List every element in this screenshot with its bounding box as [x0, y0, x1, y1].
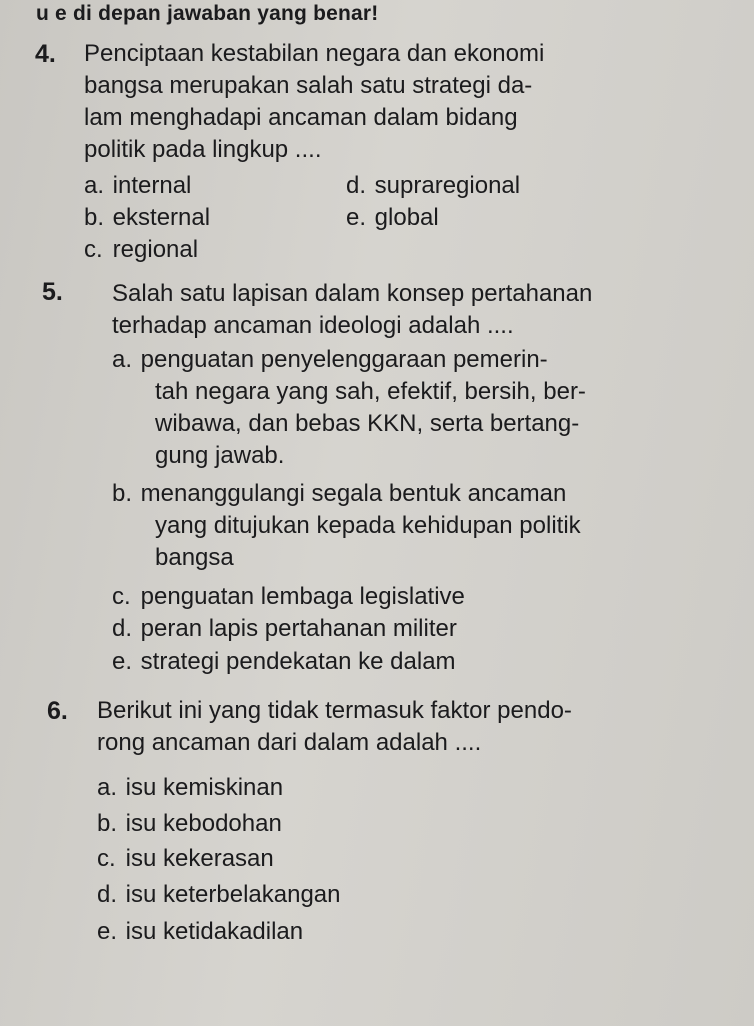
- option-letter: b.: [97, 810, 118, 837]
- stem-line: lam menghadapi ancaman dalam bidang: [84, 104, 518, 131]
- option-text-line: wibawa, dan bebas KKN, serta bertang-: [155, 410, 580, 437]
- option-letter: e.: [97, 918, 118, 945]
- option-text-line: menanggulangi segala bentuk ancaman: [140, 480, 567, 507]
- option-a[interactable]: [84, 170, 191, 202]
- option-letter: a.: [84, 172, 105, 199]
- option-text: isu kebodohan: [125, 810, 282, 837]
- option-c[interactable]: [97, 843, 274, 875]
- option-text: eksternal: [112, 204, 211, 231]
- instruction-header: u e di depan jawaban yang benar!: [36, 2, 379, 25]
- option-text-line: penguatan penyelenggaraan pemerin-: [140, 346, 548, 373]
- option-e[interactable]: [346, 202, 439, 234]
- stem-line: Berikut ini yang tidak termasuk faktor pendo-: [97, 697, 572, 724]
- option-letter: d.: [346, 172, 367, 199]
- stem-line: Salah satu lapisan dalam konsep pertahanan: [112, 280, 593, 307]
- option-d[interactable]: [112, 613, 457, 645]
- option-text: isu keterbelakangan: [125, 881, 341, 908]
- option-letter: a.: [112, 346, 133, 373]
- option-text: regional: [112, 236, 199, 263]
- option-letter: b.: [112, 480, 133, 507]
- stem-line: terhadap ancaman ideologi adalah ....: [112, 312, 514, 339]
- question-number: 6.: [47, 697, 68, 725]
- option-text-line: tah negara yang sah, efektif, bersih, ber-: [155, 378, 586, 405]
- option-text: global: [374, 204, 439, 231]
- option-c[interactable]: [112, 581, 465, 613]
- option-text: penguatan lembaga legislative: [140, 583, 465, 610]
- option-letter: b.: [84, 204, 105, 231]
- option-a[interactable]: [97, 772, 283, 804]
- option-letter: e.: [112, 648, 133, 675]
- option-a[interactable]: [112, 344, 586, 472]
- option-d[interactable]: [346, 170, 520, 202]
- question-stem: [84, 38, 544, 166]
- option-text: peran lapis pertahanan militer: [140, 615, 457, 642]
- option-text: internal: [112, 172, 192, 199]
- question-number: 5.: [42, 278, 63, 306]
- option-e[interactable]: [112, 646, 456, 678]
- option-b[interactable]: [84, 202, 210, 234]
- option-letter: c.: [97, 845, 116, 872]
- question-stem: [112, 278, 592, 342]
- stem-line: Penciptaan kestabilan negara dan ekonomi: [84, 40, 545, 67]
- option-text-line: gung jawab.: [155, 442, 285, 469]
- stem-line: rong ancaman dari dalam adalah ....: [97, 729, 482, 756]
- stem-line: politik pada lingkup ....: [84, 136, 322, 163]
- stem-line: bangsa merupakan salah satu strategi da-: [84, 72, 533, 99]
- question-number: 4.: [35, 40, 56, 68]
- option-e[interactable]: [97, 916, 303, 948]
- option-letter: d.: [112, 615, 133, 642]
- option-text: isu kemiskinan: [125, 774, 284, 801]
- option-letter: c.: [112, 583, 131, 610]
- option-text: isu kekerasan: [125, 845, 274, 872]
- option-text: supraregional: [374, 172, 521, 199]
- option-b[interactable]: [97, 808, 282, 840]
- question-stem: [97, 695, 572, 759]
- option-text: strategi pendekatan ke dalam: [140, 648, 456, 675]
- option-letter: c.: [84, 236, 103, 263]
- option-text-line: yang ditujukan kepada kehidupan politik: [155, 512, 581, 539]
- option-d[interactable]: [97, 879, 341, 911]
- option-letter: a.: [97, 774, 118, 801]
- option-text-line: bangsa: [155, 544, 234, 571]
- option-b[interactable]: [112, 478, 581, 574]
- option-text: isu ketidakadilan: [125, 918, 304, 945]
- option-c[interactable]: [84, 234, 198, 266]
- option-letter: e.: [346, 204, 367, 231]
- option-letter: d.: [97, 881, 118, 908]
